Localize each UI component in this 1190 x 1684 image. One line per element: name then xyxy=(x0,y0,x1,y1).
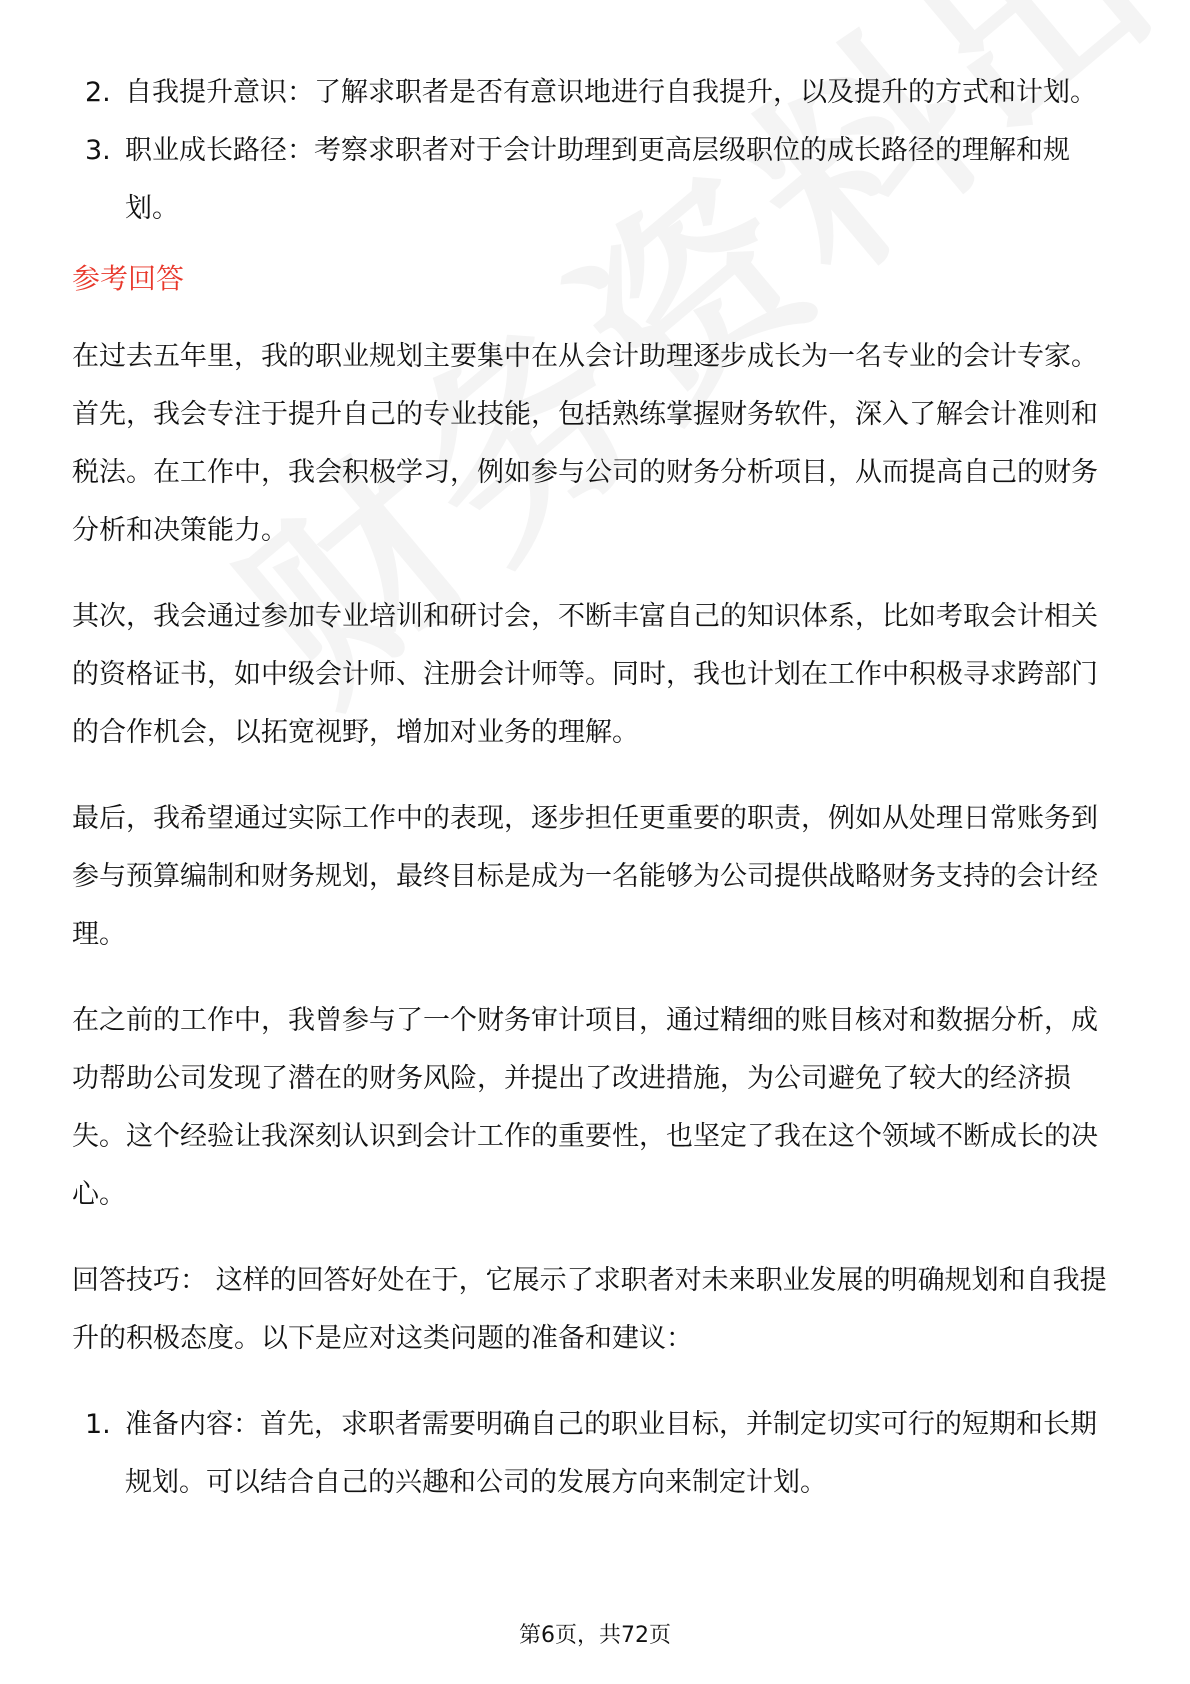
paragraph: 其次，我会通过参加专业培训和研讨会，不断丰富自己的知识体系，比如考取会计相关的资格证书，如中级会计师、注册会计师等。同时，我也计划在工作中积极寻求跨部门的合作机会，以拓宽视野，增加对业务的理解。 xyxy=(72,601,1098,748)
page-content xyxy=(72,64,1120,1512)
paragraph: 回答技巧： 这样的回答好处在于，它展示了求职者对未来职业发展的明确规划和自我提升的积极态度。以下是应对这类问题的准备和建议： xyxy=(72,1265,1107,1354)
list-item-text: 自我提升意识：了解求职者是否有意识地进行自我提升，以及提升的方式和计划。 xyxy=(125,77,1097,108)
list-number: 3. xyxy=(85,135,111,166)
list-number: 1. xyxy=(85,1409,111,1440)
paragraph: 在过去五年里，我的职业规划主要集中在从会计助理逐步成长为一名专业的会计专家。首先，我会专注于提升自己的专业技能，包括熟练掌握财务软件，深入了解会计准则和税法。在工作中，我会积极学习，例如参与公司的财务分析项目，从而提高自己的财务分析和决策能力。 xyxy=(72,341,1098,546)
list-item xyxy=(72,64,1120,122)
paragraph: 在之前的工作中，我曾参与了一个财务审计项目，通过精细的账目核对和数据分析，成功帮助公司发现了潜在的财务风险，并提出了改进措施，为公司避免了较大的经济损失。这个经验让我深刻认识到会计工作的重要性，也坚定了我在这个领域不断成长的决心。 xyxy=(72,1005,1098,1210)
list-number: 2. xyxy=(85,77,111,108)
list-item xyxy=(72,1396,1120,1512)
tips-list xyxy=(72,1396,1120,1512)
intro-list xyxy=(72,64,1120,238)
list-item xyxy=(72,122,1120,238)
paragraph: 最后，我希望通过实际工作中的表现，逐步担任更重要的职责，例如从处理日常账务到参与预算编制和财务规划，最终目标是成为一名能够为公司提供战略财务支持的会计经理。 xyxy=(72,803,1098,950)
list-item-text: 准备内容：首先，求职者需要明确自己的职业目标，并制定切实可行的短期和长期规划。可以结合自己的兴趣和公司的发展方向来制定计划。 xyxy=(125,1409,1097,1498)
section-heading: 参考回答 xyxy=(72,262,185,295)
list-item-text: 职业成长路径：考察求职者对于会计助理到更高层级职位的成长路径的理解和规划。 xyxy=(125,135,1070,224)
page-footer: 第6页，共72页 xyxy=(519,1623,671,1648)
